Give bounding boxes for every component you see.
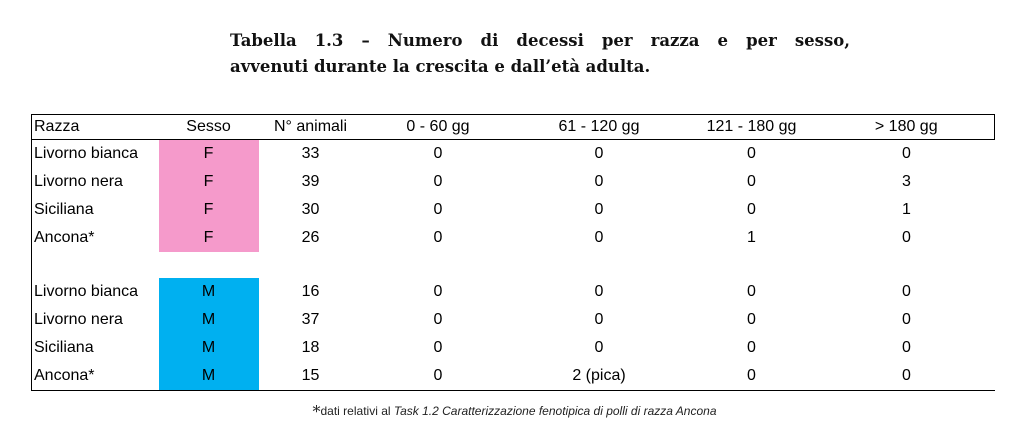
cell-n-animali: 15 [259, 362, 363, 391]
header-180-plus: > 180 gg [819, 115, 995, 140]
header-sesso: Sesso [159, 115, 259, 140]
cell-n-animali: 30 [301, 201, 320, 218]
cell-n-animali: 26 [301, 229, 320, 246]
table-row [32, 306, 995, 334]
cell-61-120: 0 [594, 145, 604, 162]
cell-razza: Siciliana [32, 196, 159, 224]
cell-61-120: 0 [594, 229, 604, 246]
table-row [32, 168, 995, 196]
table-row [32, 140, 995, 169]
cell-0-60: 0 [433, 283, 443, 300]
cell-razza: Livorno nera [32, 306, 159, 334]
cell-n-animali: 18 [301, 339, 320, 356]
cell-180-plus: 0 [819, 362, 995, 391]
cell-61-120: 0 [594, 311, 604, 328]
cell-sesso: F [159, 140, 259, 169]
cell-61-120: 0 [594, 283, 604, 300]
cell-180-plus: 0 [902, 283, 911, 300]
cell-razza: Livorno bianca [32, 140, 159, 169]
cell-61-120: 0 [594, 201, 604, 218]
cell-180-plus: 0 [902, 339, 911, 356]
table-caption [230, 28, 850, 80]
cell-121-180: 1 [747, 229, 756, 246]
table-row [32, 278, 995, 306]
deaths-table [31, 114, 995, 391]
footnote-asterisk: * [312, 402, 321, 421]
cell-121-180: 0 [747, 173, 756, 190]
footnote-italic: Task 1.2 Caratterizzazione fenotipica di polli di razza Ancona [393, 404, 717, 418]
cell-sesso: M [159, 278, 259, 306]
cell-n-animali: 37 [301, 311, 320, 328]
cell-61-120: 2 (pica) [514, 362, 685, 391]
cell-n-animali: 33 [301, 145, 320, 162]
table-row [32, 196, 995, 224]
cell-180-plus: 0 [902, 145, 911, 162]
cell-razza: Livorno nera [32, 168, 159, 196]
table-row [32, 362, 995, 391]
cell-180-plus: 3 [902, 173, 911, 190]
cell-121-180: 0 [747, 311, 756, 328]
cell-razza: Ancona* [32, 224, 159, 252]
footnote [0, 402, 1029, 421]
cell-121-180: 0 [747, 201, 756, 218]
table-row [32, 334, 995, 362]
header-razza: Razza [32, 115, 159, 140]
header-n-animali: N° animali [259, 115, 363, 140]
cell-razza: Siciliana [32, 334, 159, 362]
cell-0-60: 0 [433, 145, 443, 162]
cell-sesso: M [159, 306, 259, 334]
header-61-120: 61 - 120 gg [514, 115, 685, 140]
cell-razza: Ancona* [32, 362, 159, 391]
cell-0-60: 0 [363, 362, 514, 391]
cell-0-60: 0 [433, 229, 443, 246]
cell-121-180: 0 [747, 339, 756, 356]
cell-121-180: 0 [685, 362, 819, 391]
cell-0-60: 0 [433, 339, 443, 356]
caption-line-2: avvenuti durante la crescita e dall’età adulta. [230, 57, 651, 76]
cell-121-180: 0 [747, 283, 756, 300]
spacer-row [32, 252, 995, 278]
header-0-60: 0 - 60 gg [363, 115, 514, 140]
cell-n-animali: 39 [301, 173, 320, 190]
cell-0-60: 0 [433, 201, 443, 218]
footnote-prefix: dati relativi al [320, 404, 394, 418]
cell-121-180: 0 [747, 145, 756, 162]
cell-180-plus: 0 [902, 229, 911, 246]
cell-61-120: 0 [594, 339, 604, 356]
header-121-180: 121 - 180 gg [685, 115, 819, 140]
cell-0-60: 0 [433, 173, 443, 190]
cell-180-plus: 1 [902, 201, 911, 218]
cell-n-animali: 16 [301, 283, 320, 300]
cell-razza: Livorno bianca [32, 278, 159, 306]
caption-line-1: Tabella 1.3 – Numero di decessi per razza e per sesso, [230, 31, 850, 50]
header-row [32, 115, 995, 140]
cell-0-60: 0 [433, 311, 443, 328]
cell-61-120: 0 [594, 173, 604, 190]
cell-sesso: F [159, 224, 259, 252]
cell-sesso: M [159, 334, 259, 362]
cell-180-plus: 0 [902, 311, 911, 328]
cell-sesso: F [159, 168, 259, 196]
cell-sesso: F [159, 196, 259, 224]
table-row [32, 224, 995, 252]
cell-sesso: M [159, 362, 259, 391]
